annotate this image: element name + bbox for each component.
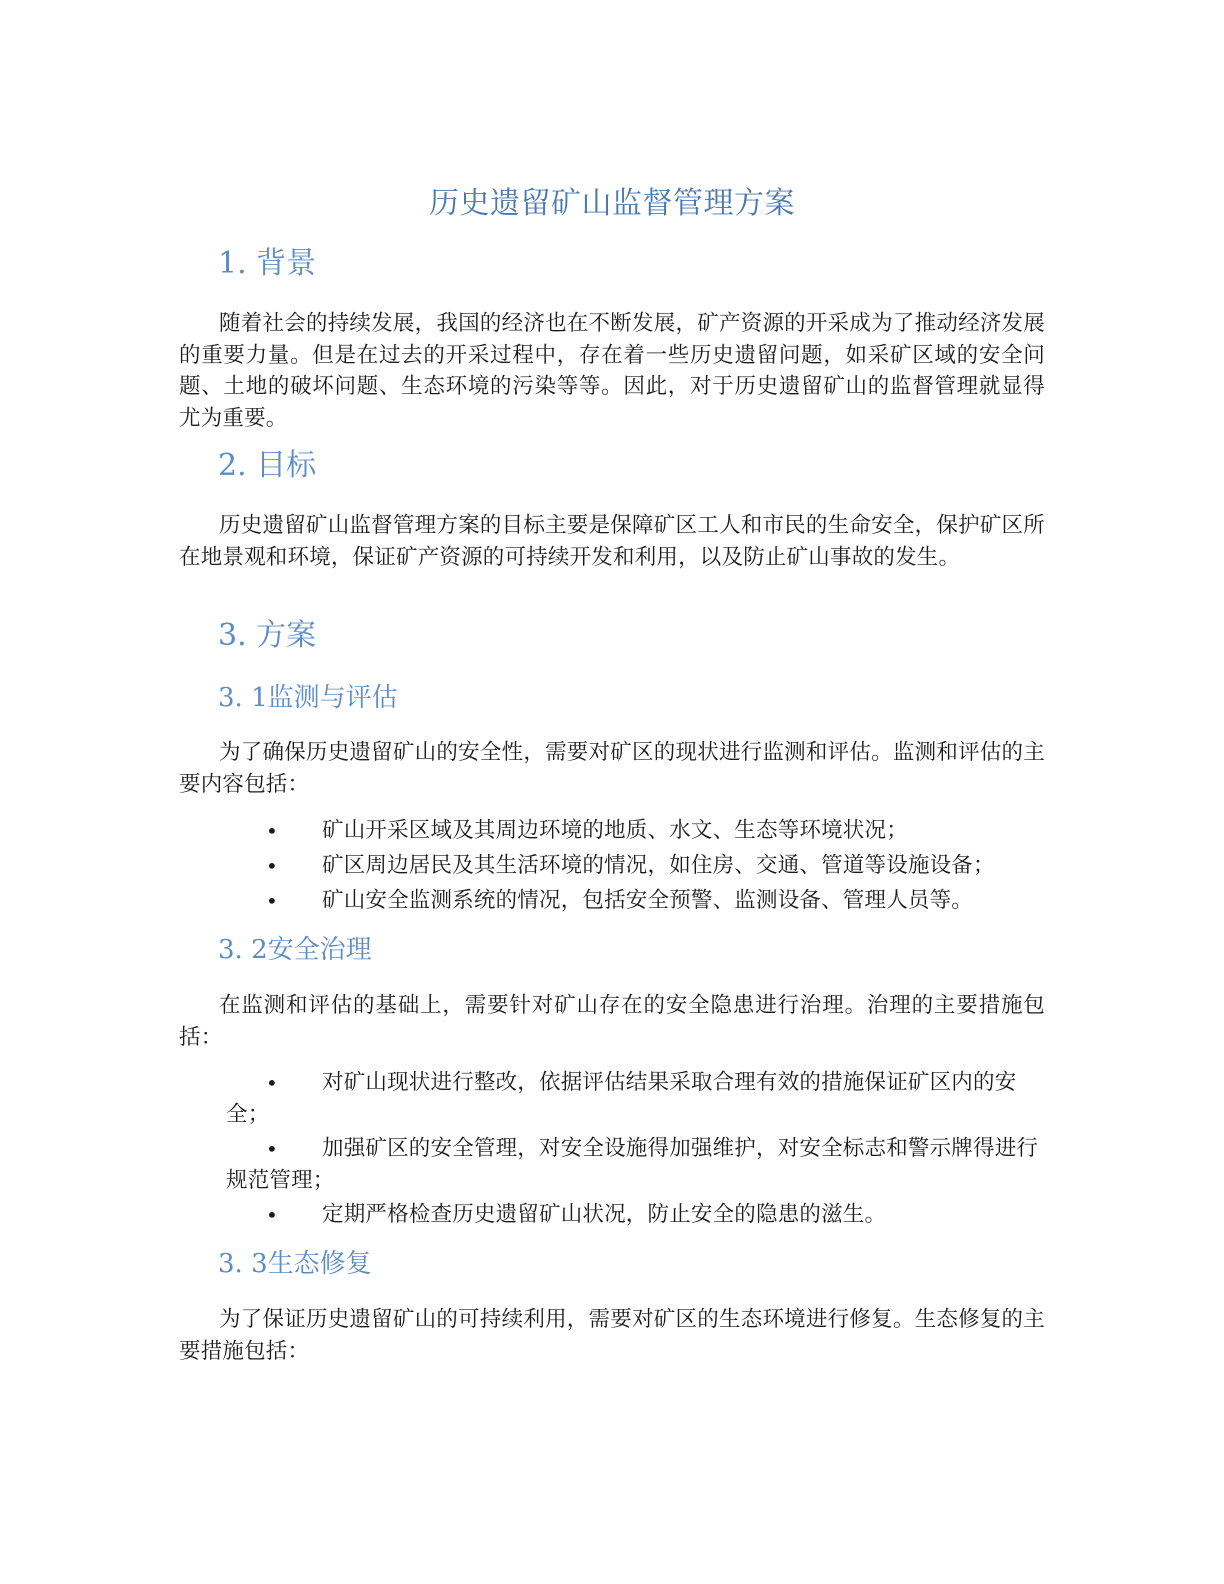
subsection-paragraph-monitoring: 为了确保历史遗留矿山的安全性，需要对矿区的现状进行监测和评估。监测和评估的主要内容包括： [179,740,1045,797]
subsection-paragraph-safety: 在监测和评估的基础上，需要针对矿山存在的安全隐患进行治理。治理的主要措施包括： [179,993,1045,1050]
list-item [226,1133,1056,1197]
bullet-icon: • [266,1203,278,1227]
section-paragraph-background: 随着社会的持续发展，我国的经济也在不断发展，矿产资源的开采成为了推动经济发展的重要力量。但是在过去的开采过程中，存在着一些历史遗留问题，如采矿区域的安全问题、土地的破坏问题、生态环境的污染等等。因此，对于历史遗留矿山的监督管理就显得尤为重要。 [179,311,1045,431]
bullet-icon: • [266,854,278,878]
list-item-text: 矿区周边居民及其生活环境的情况，如住房、交通、管道等设施设备； [322,853,995,878]
subsection-heading-ecology: 3. 3生态修复 [218,1249,372,1279]
section-paragraph-goals: 历史遗留矿山监督管理方案的目标主要是保障矿区工人和市民的生命安全，保护矿区所在地景观和环境，保证矿产资源的可持续开发和利用，以及防止矿山事故的发生。 [179,513,1045,570]
list-item-text: 对矿山现状进行整改，依据评估结果采取合理有效的措施保证矿区内的安全； [226,1070,1017,1127]
bullet-list-monitoring [226,815,1056,917]
subsection-heading-safety: 3. 2安全治理 [218,935,372,965]
list-item [226,885,1056,917]
list-item [226,1199,1056,1231]
document-title: 历史遗留矿山监督管理方案 [429,186,795,221]
list-item-text: 加强矿区的安全管理，对安全设施得加强维护，对安全标志和警示牌得进行规范管理； [226,1136,1039,1193]
section-heading-plan: 3. 方案 [218,618,317,653]
list-item-text: 矿山开采区域及其周边环境的地质、水文、生态等环境状况； [322,818,908,843]
subsection-paragraph-ecology: 为了保证历史遗留矿山的可持续利用，需要对矿区的生态环境进行修复。生态修复的主要措施包括： [179,1307,1045,1364]
section-heading-goals: 2. 目标 [218,448,317,483]
bullet-list-safety [226,1067,1056,1231]
bullet-icon: • [266,889,278,913]
bullet-icon: • [266,1137,278,1161]
bullet-icon: • [266,819,278,843]
list-item [226,815,1056,847]
list-item [226,850,1056,882]
list-item [226,1067,1056,1131]
list-item-text: 定期严格检查历史遗留矿山状况，防止安全的隐患的滋生。 [322,1202,887,1227]
list-item-text: 矿山安全监测系统的情况，包括安全预警、监测设备、管理人员等。 [322,888,974,913]
section-heading-background: 1. 背景 [218,246,317,281]
subsection-heading-monitoring: 3. 1监测与评估 [218,683,398,713]
bullet-icon: • [266,1071,278,1095]
